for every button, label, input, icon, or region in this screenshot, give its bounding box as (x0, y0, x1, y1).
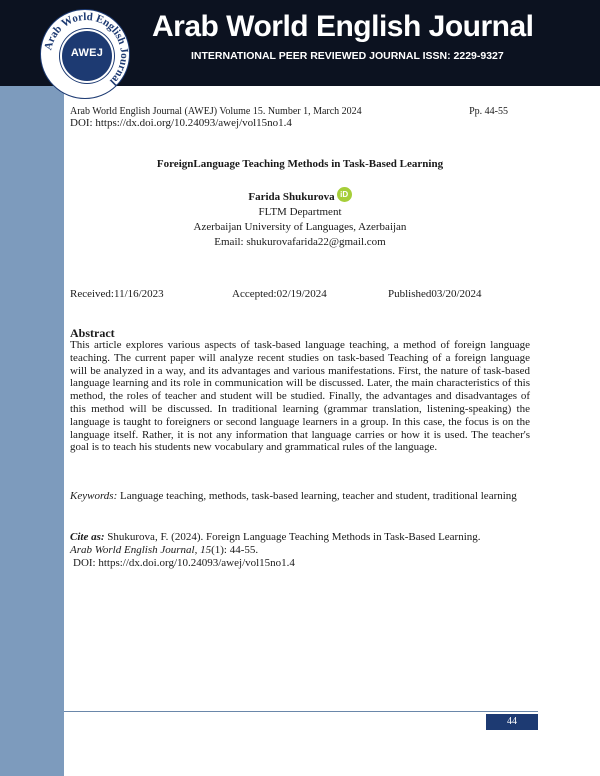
footer-rule (64, 711, 538, 712)
logo-ring-text: Arab World English Journal (42, 10, 131, 88)
logo-abbr: AWEJ (70, 47, 104, 59)
author-email[interactable]: Email: shukurovafarida22@gmail.com (214, 236, 386, 249)
side-strip (0, 0, 64, 776)
journal-logo (40, 9, 130, 99)
cite-label: Cite as: (70, 531, 105, 543)
keywords (70, 490, 530, 503)
cite-issue: (1): 44-55. (211, 543, 259, 556)
abstract-text: This article explores various aspects of task-based language teaching, a method of foreign language teaching. The current paper will analyze recent studies on task-based Teaching of a foreign language will be analyzed in a way, and its advantages and various manifestations. First, the nature of task-based language learning and its role in communication will be discussed. Later, the main characteristics of this method, the roles of teacher and student will be studied. Finally, the advantages and disadvantages of this method will be discussed. In traditional learning (grammar translation, listening-speaking) the language is taught to foreigners or second language learners in a group. In this case, the focus is on the language itself. Rather, it is not any information that language carries or how it is used. The teacher's goal is to teach his students new vocabulary and grammatical rules of the language. (70, 339, 530, 454)
citation-text: Arab World English Journal (AWEJ) Volume 15. Number 1, March 2024 (70, 106, 362, 117)
keywords-label: Keywords: (70, 490, 118, 502)
published-date: Published03/20/2024 (388, 288, 482, 300)
journal-title: Arab World English Journal (152, 10, 534, 43)
page-range: Pp. 44-55 (469, 106, 508, 117)
article-title: ForeignLanguage Teaching Methods in Task-Based Learning (156, 158, 444, 170)
author-block (70, 190, 530, 250)
received-date: Received:11/16/2023 (70, 288, 164, 300)
page-number: 44 (486, 714, 538, 730)
author-name: Farida Shukurova (248, 191, 335, 204)
cite-journal: Arab World English Journal, 15 (70, 543, 212, 556)
cite-doi[interactable]: DOI: https://dx.doi.org/10.24093/awej/vol15no1.4 (73, 556, 295, 569)
abstract-heading: Abstract (70, 326, 115, 340)
cite-text: Shukurova, F. (2024). Foreign Language Teaching Methods in Task-Based Learning. (104, 531, 481, 543)
cite-as (70, 531, 530, 569)
orcid-icon[interactable]: iD (337, 187, 352, 202)
author-department: FLTM Department (258, 206, 342, 219)
journal-subtitle: INTERNATIONAL PEER REVIEWED JOURNAL ISSN: 2229-9327 (191, 50, 504, 62)
doi-line[interactable]: DOI: https://dx.doi.org/10.24093/awej/vol15no1.4 (70, 117, 292, 129)
accepted-date: Accepted:02/19/2024 (232, 288, 327, 300)
citation-line (70, 106, 508, 117)
keywords-text: Language teaching, methods, task-based learning, teacher and student, traditional learning (117, 490, 517, 502)
author-affiliation: Azerbaijan University of Languages, Azerbaijan (193, 221, 407, 234)
